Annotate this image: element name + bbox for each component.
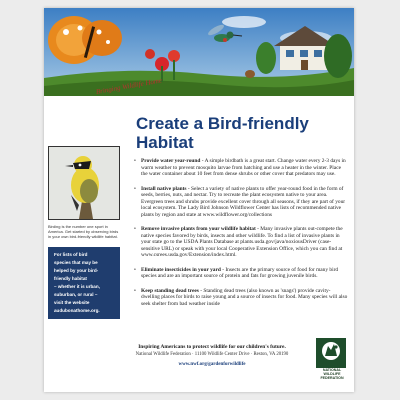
tip-text: - Select a variety of native plants to offer year-round food in the form of seeds, berries, nuts, and nectar. Try to recreate the plant ecosystem native to your area. Evergreen trees and shrubs provide excellent cover through all seasons, if they are part of your local ecosystem. The Lady Bird Johnson Wildflower Center has lists of recommended native plants by region and state at www.wildflower.org/collections [141,185,346,218]
list-item [134,288,348,308]
info-line: – whether it is urban, [54,284,100,289]
tip-lead: Eliminate insecticides in your yard [141,266,221,273]
nwf-logo-icon [316,338,346,368]
info-line: species that may be [54,260,98,265]
footer-address: National Wildlife Federation · 11100 Wildlife Center Drive · Reston, VA 20190 [135,352,289,357]
flyer-page [44,8,354,392]
tips-list [134,158,348,315]
nwf-logo-text [312,368,352,380]
list-item [134,186,348,219]
info-line: suburban, or rural – [54,292,98,297]
list-item [134,158,348,178]
footer-tagline: Inspiring Americans to protect wildlife for our children's future. [138,344,286,350]
info-line: For lists of bird [54,252,88,257]
bullet-icon: • [134,287,136,294]
bird-photo [48,146,120,220]
photo-caption: Birding is the number one sport in America. Get started by observing birds in your own bird-friendly wildlife habitat. [48,224,119,239]
tip-lead: Provide water year-round [141,158,201,164]
tip-text: - Many invasive plants out-compete the native species favored by birds, insects and other wildlife. To find a list of invasive plants in your state go to the USDA Plants Database at plants.usda.gov/java/noxiousDriver (case-sensitive URL) or speak with your local Cooperative Extension Office, which you can find at www.csrees.usda.gov/Extension/index.html. [141,226,343,258]
tip-text: - Standing dead trees (also known as 'snags') provide cavity-dwelling places for birds to raise young and a source of insects for food. Many species will also seek shelter from bad weather inside [141,287,348,307]
info-line: friendly habitat [54,276,87,281]
footer [112,344,312,367]
tip-text: - Insects are the primary source of food for many bird species and are an important source of protein and fats for growing juvenile birds. [141,266,339,279]
list-item [134,226,348,259]
list-item [134,267,348,280]
audubon-info-box [48,247,120,319]
banner-tagline: Bringing Wildlife Home [95,76,163,96]
logo-line: FEDERATION [320,376,344,380]
header-banner [44,8,354,96]
title-line-2: Habitat [136,133,194,152]
logo-line: WILDLIFE [323,372,341,376]
title-line-1: Create a Bird-friendly [136,114,309,133]
info-line: helped by your bird- [54,268,99,273]
bullet-icon: • [134,266,136,273]
logo-line: NATIONAL [322,368,342,372]
info-line: audubonathome.org. [54,308,100,313]
yellowthroat-bird-image [49,147,120,220]
bullet-icon: • [134,185,136,192]
page-title [136,114,346,152]
tip-lead: Keep standing dead trees [141,287,199,294]
banner-illustration [44,8,354,96]
tip-lead: Remove invasive plants from your wildlife habitat [141,226,256,232]
footer-url[interactable]: www.nwf.org/gardenforwildlife [178,362,246,367]
tip-text: - A simple birdbath is a great start. Change water every 2-3 days in warm weather to prevent mosquito larvae from hatching and use a heater in the winter. Place the water container about 10 feet from dense shrubs or other cover that predators may use. [141,158,346,177]
info-line: visit the website [54,300,90,305]
left-column [48,146,120,319]
bullet-icon: • [134,158,136,164]
tip-lead: Install native plants [141,185,187,192]
bullet-icon: • [134,226,136,232]
